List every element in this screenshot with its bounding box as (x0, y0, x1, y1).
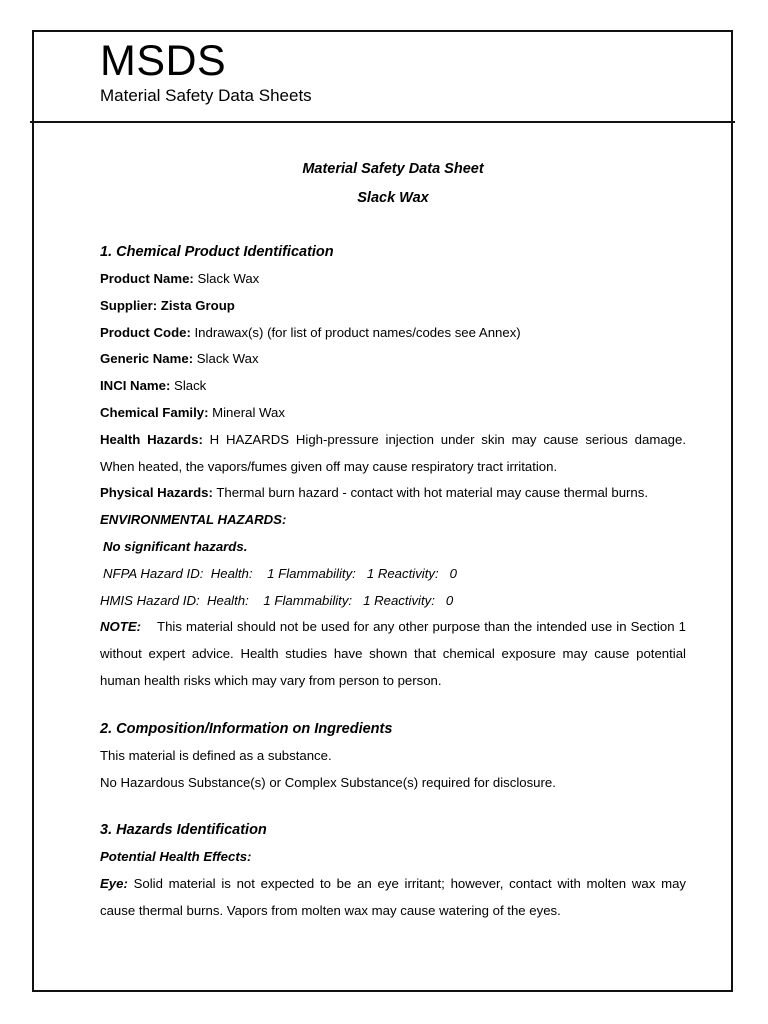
note-label: NOTE: (100, 619, 142, 635)
note-value: This material should not be used for any other purpose than the intended use in Section 1 without expert advice. Health studies have shown that chemical exposure may cause potential human health risks which may vary from person to person. (100, 619, 690, 688)
chemical-family-value: Mineral Wax (208, 404, 285, 420)
product-code-label: Product Code: (100, 324, 191, 340)
composition-line-1: This material is defined as a substance. (100, 747, 332, 763)
document-product-title: Slack Wax (357, 190, 429, 206)
environmental-hazards-heading: ENVIRONMENTAL HAZARDS: (100, 512, 287, 528)
section-2-heading: 2. Composition/Information on Ingredients (100, 720, 393, 737)
health-hazards-value: H HAZARDS High-pressure injection under skin may cause serious damage. When heated, the vapors/fumes given off may cause respiratory tract irritation. (100, 431, 687, 474)
health-hazards-paragraph (100, 427, 686, 481)
physical-hazards-value: Thermal burn hazard - contact with hot material may cause thermal burns. (212, 485, 649, 501)
chemical-family-label: Chemical Family: (100, 404, 209, 420)
note-paragraph (100, 614, 690, 694)
potential-health-effects-heading: Potential Health Effects: (100, 849, 252, 865)
supplier-line: Supplier: Zista Group (100, 297, 235, 313)
inci-name-label: INCI Name: (100, 378, 171, 394)
nfpa-hazard-line: NFPA Hazard ID: Health: 1 Flammability: 1 Reactivity: 0 (103, 565, 457, 581)
eye-label: Eye: (100, 876, 128, 892)
brand-title: MSDS (100, 37, 227, 85)
generic-name-label: Generic Name: (100, 351, 194, 367)
product-code-line (100, 320, 686, 347)
health-hazards-label: Health Hazards: (100, 431, 203, 447)
physical-hazards-line (100, 480, 686, 507)
section-1-heading: 1. Chemical Product Identification (100, 244, 334, 260)
product-name-value: Slack Wax (193, 271, 260, 286)
eye-value: Solid material is not expected to be an eye irritant; however, contact with molten wax may cause thermal burns. Vapors from molten wax may cause watering of the eyes. (100, 876, 686, 918)
generic-name-line (100, 346, 686, 373)
brand-subtitle: Material Safety Data Sheets (100, 86, 312, 105)
product-name-line (100, 266, 686, 293)
document-body (100, 155, 690, 925)
inci-name-line (100, 373, 686, 400)
header-divider (30, 121, 735, 123)
product-code-value: Indrawax(s) (for list of product names/codes see Annex) (190, 324, 521, 340)
section-3-heading: 3. Hazards Identification (100, 822, 267, 839)
physical-hazards-label: Physical Hazards: (100, 485, 213, 501)
generic-name-value: Slack Wax (193, 351, 259, 367)
chemical-family-line (100, 400, 686, 427)
no-significant-hazards: No significant hazards. (103, 538, 248, 554)
composition-line-2: No Hazardous Substance(s) or Complex Substance(s) required for disclosure. (100, 774, 556, 790)
document-title: Material Safety Data Sheet (302, 161, 484, 177)
inci-name-value: Slack (170, 378, 207, 394)
hmis-hazard-line: HMIS Hazard ID: Health: 1 Flammability: 1 Reactivity: 0 (100, 592, 454, 608)
eye-paragraph (100, 871, 686, 925)
product-name-label: Product Name: (100, 271, 194, 286)
